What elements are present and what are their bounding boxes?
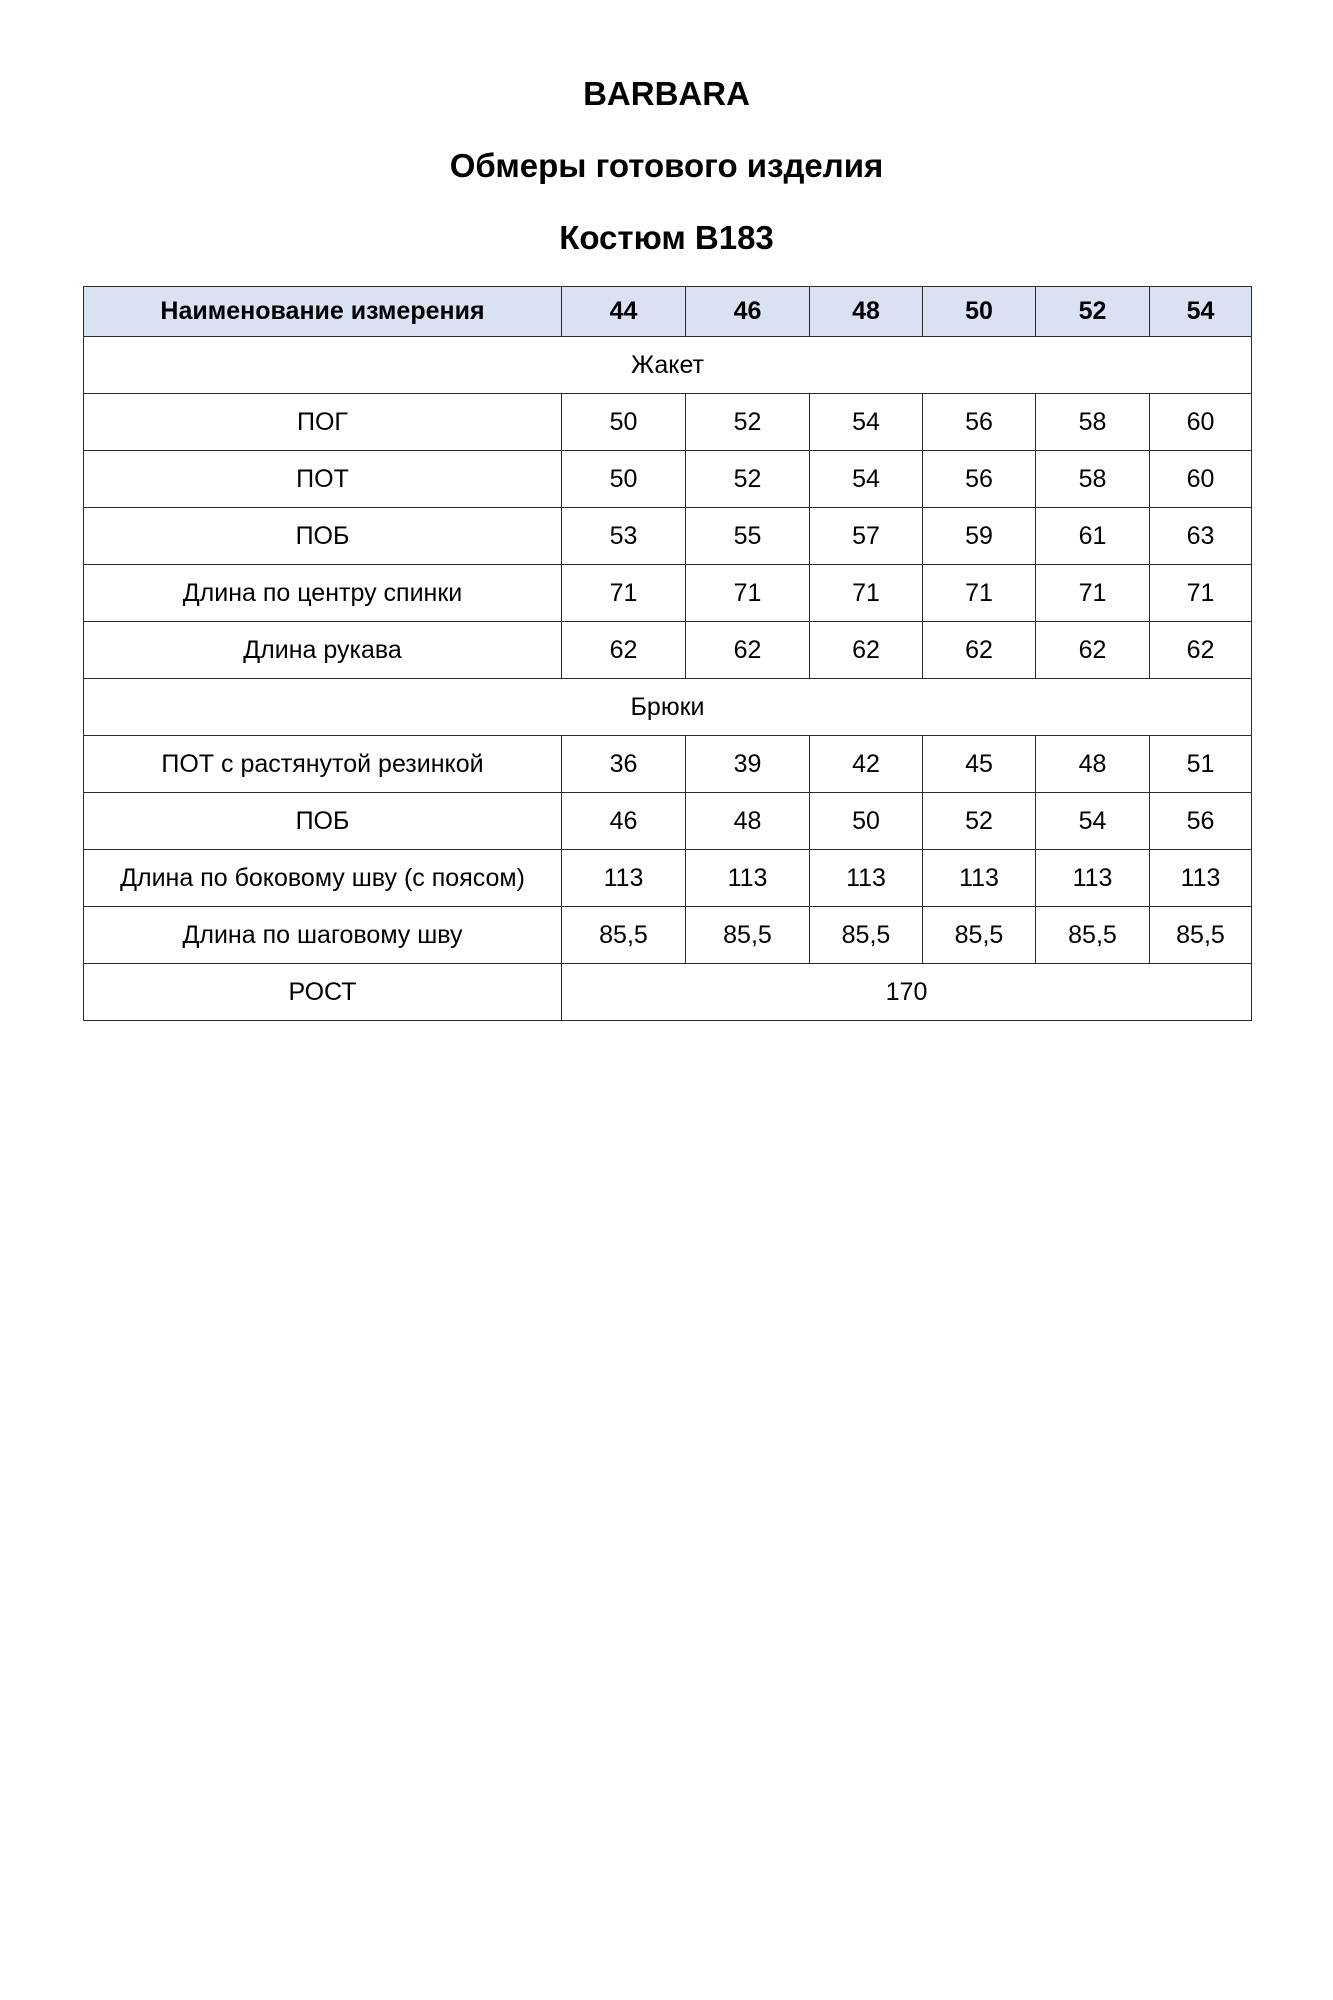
column-header-size: 50 bbox=[923, 287, 1036, 337]
rost-value: 170 bbox=[562, 964, 1252, 1021]
rost-row bbox=[84, 964, 1252, 1021]
document-title: Обмеры готового изделия bbox=[449, 147, 884, 184]
table-cell: 71 bbox=[686, 565, 810, 622]
table-cell: 113 bbox=[562, 850, 686, 907]
table-cell: 61 bbox=[1036, 508, 1150, 565]
measurement-name: ПОБ bbox=[84, 793, 562, 850]
table-cell: 113 bbox=[923, 850, 1036, 907]
column-header-size: 54 bbox=[1150, 287, 1252, 337]
table-cell: 71 bbox=[923, 565, 1036, 622]
table-cell: 48 bbox=[686, 793, 810, 850]
table-cell: 60 bbox=[1150, 451, 1252, 508]
section-row-jacket bbox=[84, 337, 1252, 394]
table-cell: 62 bbox=[1150, 622, 1252, 679]
table-cell: 62 bbox=[686, 622, 810, 679]
column-header-size: 44 bbox=[562, 287, 686, 337]
table-row bbox=[84, 736, 1252, 793]
table-cell: 48 bbox=[1036, 736, 1150, 793]
table-cell: 57 bbox=[810, 508, 923, 565]
table-cell: 85,5 bbox=[923, 907, 1036, 964]
table-cell: 36 bbox=[562, 736, 686, 793]
table-cell: 85,5 bbox=[1036, 907, 1150, 964]
measurement-name: ПОГ bbox=[84, 394, 562, 451]
table-cell: 58 bbox=[1036, 451, 1150, 508]
table-cell: 53 bbox=[562, 508, 686, 565]
table-cell: 54 bbox=[810, 451, 923, 508]
table-row bbox=[84, 622, 1252, 679]
table-cell: 58 bbox=[1036, 394, 1150, 451]
table-row bbox=[84, 907, 1252, 964]
table-cell: 50 bbox=[810, 793, 923, 850]
table-cell: 45 bbox=[923, 736, 1036, 793]
table-row bbox=[84, 850, 1252, 907]
column-header-size: 52 bbox=[1036, 287, 1150, 337]
table-cell: 62 bbox=[923, 622, 1036, 679]
section-row-trousers bbox=[84, 679, 1252, 736]
table-cell: 59 bbox=[923, 508, 1036, 565]
table-cell: 52 bbox=[686, 394, 810, 451]
table-cell: 113 bbox=[810, 850, 923, 907]
table-cell: 71 bbox=[1036, 565, 1150, 622]
table-cell: 42 bbox=[810, 736, 923, 793]
table-row bbox=[84, 565, 1252, 622]
table-row bbox=[84, 394, 1252, 451]
column-header-name: Наименование измерения bbox=[84, 287, 562, 337]
table-cell: 62 bbox=[810, 622, 923, 679]
table-row bbox=[84, 508, 1252, 565]
table-cell: 56 bbox=[1150, 793, 1252, 850]
rost-label: РОСТ bbox=[84, 964, 562, 1021]
table-cell: 62 bbox=[1036, 622, 1150, 679]
table-cell: 50 bbox=[562, 451, 686, 508]
table-cell: 56 bbox=[923, 451, 1036, 508]
table-cell: 39 bbox=[686, 736, 810, 793]
table-cell: 52 bbox=[686, 451, 810, 508]
table-cell: 54 bbox=[1036, 793, 1150, 850]
table-row bbox=[84, 793, 1252, 850]
table-cell: 54 bbox=[810, 394, 923, 451]
table-cell: 52 bbox=[923, 793, 1036, 850]
measurements-table bbox=[83, 286, 1252, 1021]
column-header-size: 48 bbox=[810, 287, 923, 337]
table-cell: 85,5 bbox=[1150, 907, 1252, 964]
brand-title: BARBARA bbox=[583, 75, 750, 112]
measurement-name: Длина по центру спинки bbox=[84, 565, 562, 622]
model-title: Костюм В183 bbox=[559, 219, 774, 256]
table-cell: 63 bbox=[1150, 508, 1252, 565]
measurement-name: ПОТ с растянутой резинкой bbox=[84, 736, 562, 793]
measurement-name: Длина по боковому шву (с поясом) bbox=[84, 850, 562, 907]
table-cell: 113 bbox=[1150, 850, 1252, 907]
table-cell: 56 bbox=[923, 394, 1036, 451]
table-cell: 113 bbox=[1036, 850, 1150, 907]
table-row bbox=[84, 451, 1252, 508]
measurement-name: ПОТ bbox=[84, 451, 562, 508]
table-cell: 71 bbox=[1150, 565, 1252, 622]
section-title: Жакет bbox=[84, 337, 1252, 394]
table-cell: 51 bbox=[1150, 736, 1252, 793]
table-cell: 85,5 bbox=[686, 907, 810, 964]
table-cell: 85,5 bbox=[810, 907, 923, 964]
table-cell: 46 bbox=[562, 793, 686, 850]
table-cell: 85,5 bbox=[562, 907, 686, 964]
table-cell: 55 bbox=[686, 508, 810, 565]
column-header-size: 46 bbox=[686, 287, 810, 337]
measurement-name: Длина рукава bbox=[84, 622, 562, 679]
measurement-name: ПОБ bbox=[84, 508, 562, 565]
table-cell: 50 bbox=[562, 394, 686, 451]
measurement-name: Длина по шаговому шву bbox=[84, 907, 562, 964]
header-row bbox=[84, 287, 1252, 337]
table-cell: 60 bbox=[1150, 394, 1252, 451]
table-cell: 71 bbox=[562, 565, 686, 622]
table-cell: 62 bbox=[562, 622, 686, 679]
table-cell: 113 bbox=[686, 850, 810, 907]
section-title: Брюки bbox=[84, 679, 1252, 736]
table-cell: 71 bbox=[810, 565, 923, 622]
